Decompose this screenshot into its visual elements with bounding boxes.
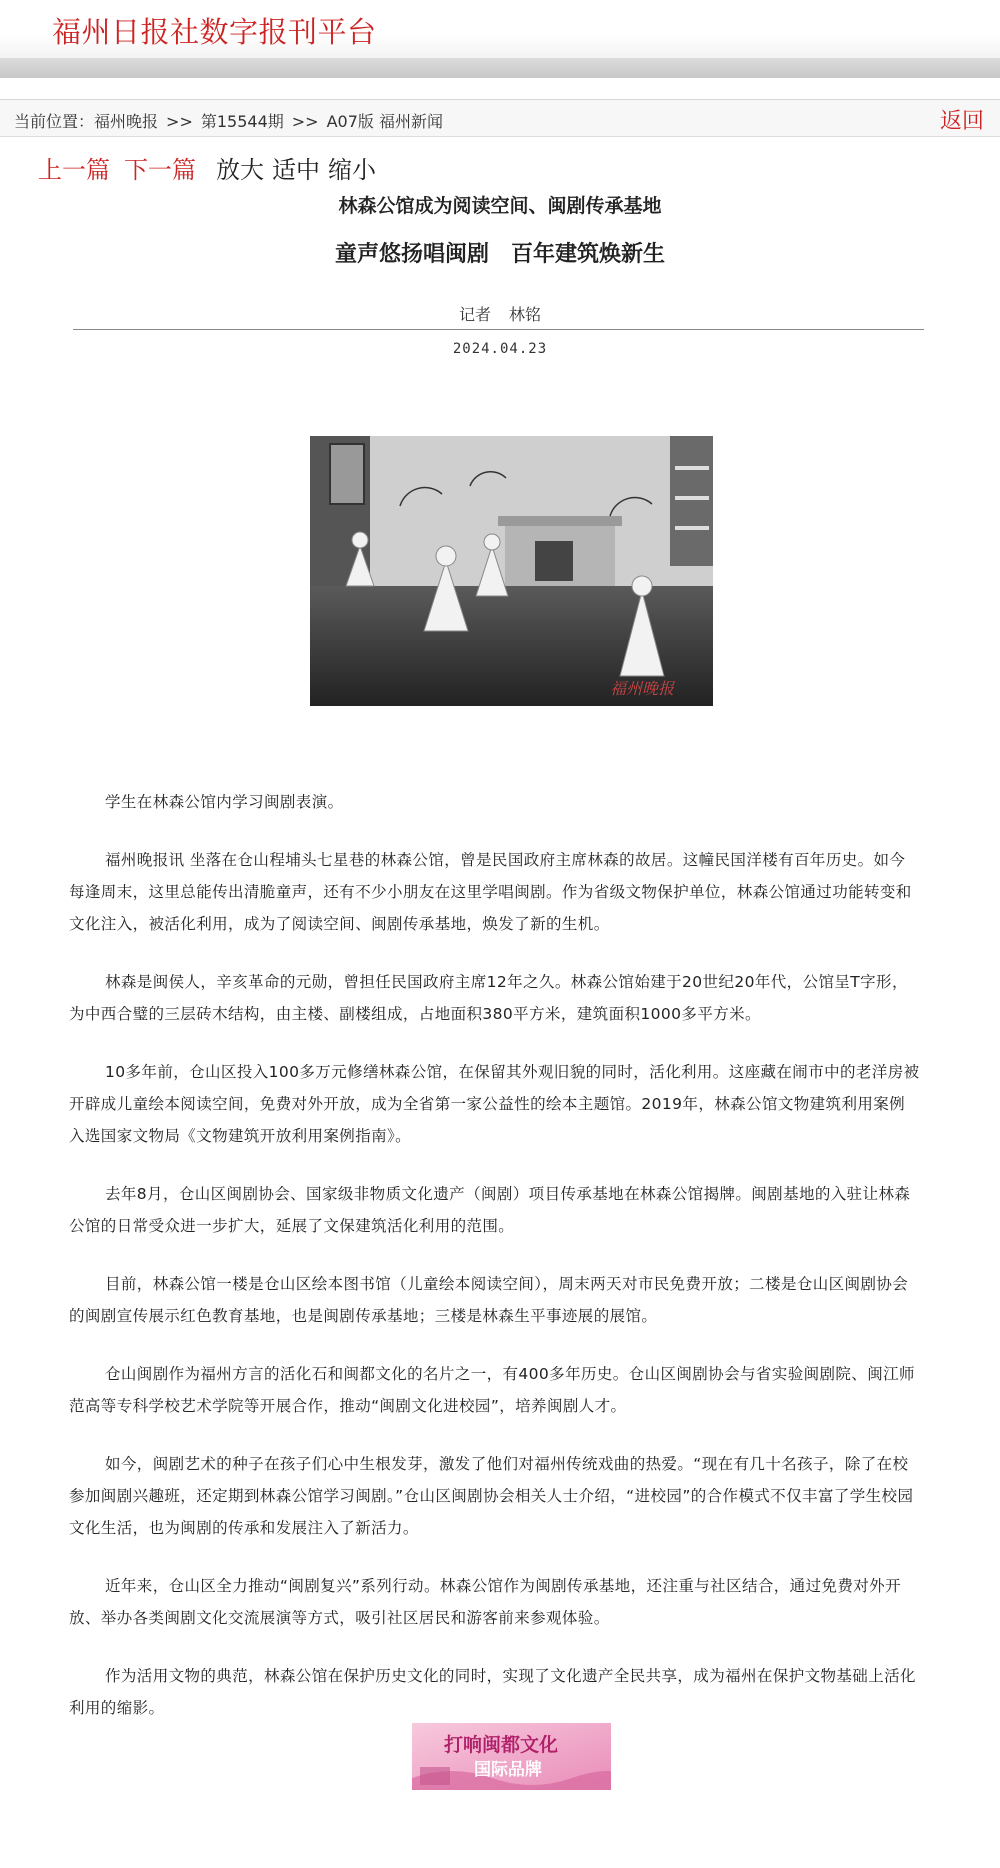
article-nav (38, 150, 378, 185)
article-paragraph: 去年8月，仓山区闽剧协会、国家级非物质文化遗产（闽剧）项目传承基地在林森公馆揭牌。闽剧基地的入驻让林森公馆的日常受众进一步扩大，延展了文保建筑活化利用的范围。 (69, 1185, 911, 1235)
prev-article-link[interactable]: 上一篇 (38, 156, 110, 184)
article-paragraph: 如今，闽剧艺术的种子在孩子们心中生根发芽，激发了他们对福州传统戏曲的热爱。“现在有几十名孩子，除了在校参加闽剧兴趣班，还定期到林森公馆学习闽剧。”仓山区闽剧协会相关人士介绍，“进校园”的合作模式不仅丰富了学生校园文化生活，也为闽剧的传承和发展注入了新活力。 (69, 1455, 914, 1537)
article-paragraph: 作为活用文物的典范，林森公馆在保护历史文化的同时，实现了文化遗产全民共享，成为福州在保护文物基础上活化利用的缩影。 (69, 1667, 916, 1717)
breadcrumb-separator: >> (291, 112, 319, 131)
article-paragraph: 10多年前，仓山区投入100多万元修缮林森公馆，在保留其外观旧貌的同时，活化利用。这座藏在闹市中的老洋房被开辟成儿童绘本阅读空间，免费对外开放，成为全省第一家公益性的绘本主题馆。2019年，林森公馆文物建筑利用案例入选国家文物局《文物建筑开放利用案例指南》。 (69, 1063, 920, 1145)
article-photo[interactable] (310, 436, 713, 706)
back-link[interactable]: 返回 (939, 109, 984, 134)
zoom-out-link[interactable]: 缩小 (328, 156, 376, 184)
breadcrumb-prefix: 当前位置： (14, 112, 95, 131)
banner-line-2: 国际品牌 (474, 1760, 542, 1779)
article-paragraph: 福州晚报讯 坐落在仓山程埔头七星巷的林森公馆，曾是民国政府主席林森的故居。这幢民国洋楼有百年历史。如今每逢周末，这里总能传出清脆童声，还有不少小朋友在这里学唱闽剧。作为省级文物保护单位，林森公馆通过功能转变和文化注入，被活化利用，成为了阅读空间、闽剧传承基地，焕发了新的生机。 (69, 851, 912, 933)
photo-caption: 学生在林森公馆内学习闽剧表演。 (105, 793, 344, 811)
article-headline: 童声悠扬唱闽剧 百年建筑焕新生 (334, 242, 665, 267)
zoom-in-link[interactable]: 放大 (216, 156, 264, 184)
article-date: 2024.04.23 (452, 341, 548, 357)
location-bar (0, 99, 1000, 137)
byline-name: 林铭 (509, 305, 542, 324)
breadcrumb-separator: >> (166, 112, 193, 131)
article-body (69, 786, 920, 1750)
article-byline (0, 302, 1000, 325)
photo-illustration (310, 436, 713, 706)
article-paragraph: 林森是闽侯人，辛亥革命的元勋，曾担任民国政府主席12年之久。林森公馆始建于20世纪20年代，公馆呈T字形，为中西合璧的三层砖木结构，由主楼、副楼组成，占地面积380平方米，建筑面积1000多平方米。 (69, 973, 908, 1023)
zoom-fit-link[interactable]: 适中 (272, 156, 320, 184)
breadcrumb-paper-link[interactable]: 福州晚报 (94, 112, 159, 131)
breadcrumb-section-link[interactable]: A07版 福州新闻 (326, 112, 443, 131)
next-article-link[interactable]: 下一篇 (124, 156, 196, 184)
banner-graphic (412, 1723, 611, 1790)
article-paragraph: 目前，林森公馆一楼是仓山区绘本图书馆（儿童绘本阅读空间），周末两天对市民免费开放；二楼是仓山区闽剧协会的闽剧宣传展示红色教育基地，也是闽剧传承基地；三楼是林森生平事迹展的展馆。 (69, 1275, 909, 1325)
article-paragraph: 近年来，仓山区全力推动“闽剧复兴”系列行动。林森公馆作为闽剧传承基地，还注重与社区结合，通过免费对外开放、举办各类闽剧文化交流展演等方式，吸引社区居民和游客前来参观体验。 (69, 1577, 901, 1627)
breadcrumb-issue-link[interactable]: 第15544期 (200, 112, 284, 131)
breadcrumb (14, 109, 443, 132)
banner-line-1: 打响闽都文化 (444, 1735, 559, 1756)
site-title[interactable]: 福州日报社数字报刊平台 (52, 15, 377, 49)
article-kicker: 林森公馆成为阅读空间、闽剧传承基地 (338, 195, 662, 217)
header-divider-bar (0, 58, 1000, 78)
article-paragraph: 仓山闽剧作为福州方言的活化石和闽都文化的名片之一，有400多年历史。仓山区闽剧协会与省实验闽剧院、闽江师范高等专科学校艺术学院等开展合作，推动“闽剧文化进校园”，培养闽剧人才。 (69, 1365, 915, 1415)
culture-brand-banner[interactable] (412, 1723, 611, 1790)
byline-label: 记者 (458, 305, 491, 324)
photo-watermark: 福州晚报 (610, 679, 675, 698)
byline-divider (73, 329, 924, 330)
